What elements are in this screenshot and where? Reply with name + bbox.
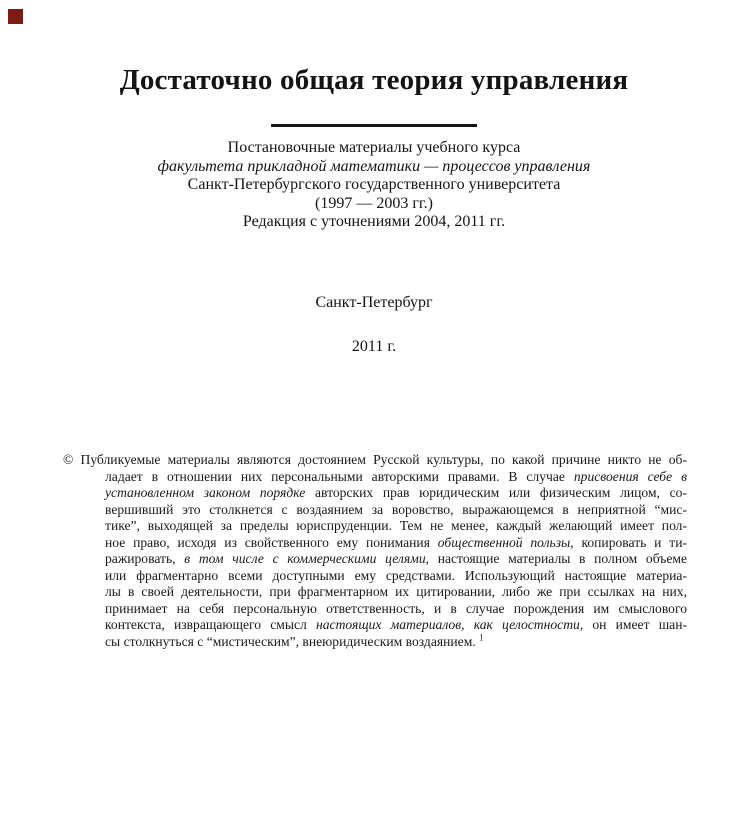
- subtitle-line: факультета прикладной математики — процессов управления: [157, 157, 591, 175]
- copyright-line: [105, 584, 687, 601]
- copyright-line: [105, 535, 687, 552]
- copyright-text-segment: ное право, исходя из свойственного ему понимания: [105, 534, 438, 550]
- copyright-text-segment: общественной пользы: [437, 534, 571, 550]
- copyright-text-segment: , копировать и ти-: [570, 534, 687, 550]
- subtitle: [0, 139, 748, 232]
- copyright-text-segment: лы в своей деятельности, при фрагментарном их цитировании, либо же при ссылках на них,: [105, 584, 687, 599]
- copyright-text-segment: , настоящие материалы в полном объеме: [425, 551, 688, 566]
- copyright-text-segment: ражировать,: [105, 551, 185, 566]
- subtitle-line: (1997 — 2003 гг.): [315, 194, 433, 212]
- copyright-line: [105, 551, 687, 568]
- title-divider-rule: [271, 124, 477, 127]
- footnote-reference: 1: [479, 631, 484, 642]
- copyright-line: [105, 617, 687, 634]
- document-title: Достаточно общая теория управления: [119, 64, 629, 96]
- copyright-line: [105, 631, 687, 651]
- subtitle-line: Постановочные материалы учебного курса: [227, 139, 521, 156]
- copyright-text-segment: или фрагментарно всеми доступными ему средствами. Использующий настоящие материа-: [105, 567, 687, 583]
- imprint-year: 2011 г.: [351, 338, 397, 355]
- copyright-line: [105, 601, 687, 618]
- copyright-text-segment: сы столкнуться с “мистическим”, внеюридическим воздаянием.: [105, 633, 480, 649]
- subtitle-line: Санкт-Петербургского государственного университета: [187, 176, 561, 194]
- imprint-city: Санкт-Петербург: [315, 294, 433, 311]
- copyright-line: [105, 568, 687, 585]
- copyright-text-segment: © Публикуемые материалы являются достоянием Русской культуры, по какой причине никто не об-: [63, 452, 687, 467]
- copyright-text-segment: принимает на себя персональную ответственность, и в случае порождения им смыслового: [105, 600, 687, 616]
- copyright-text-segment: тике”, выходящей за пределы юриспруденции. Тем не менее, каждый желающий имеет пол-: [105, 518, 687, 533]
- corner-marker: [8, 9, 23, 24]
- copyright-text-segment: в том числе с коммерческими целями: [184, 551, 426, 566]
- copyright-text-segment: настоящих материалов, как целостности: [316, 617, 580, 632]
- copyright-text-segment: , он имеет шан-: [579, 617, 688, 632]
- copyright-notice: [63, 452, 688, 650]
- copyright-text-segment: присвоения себе в: [573, 468, 687, 484]
- copyright-text-segment: ладает в отношении них персональными авторскими правами. В случае: [105, 468, 574, 484]
- copyright-text-segment: вершивший это столкнется с воздаянием за воровство, выражающемся в неприятной “мис-: [105, 501, 687, 517]
- copyright-line: [105, 485, 687, 502]
- copyright-line: [63, 452, 687, 469]
- copyright-line: [105, 518, 687, 535]
- subtitle-line: Редакция с уточнениями 2004, 2011 гг.: [242, 213, 506, 231]
- copyright-line: [105, 469, 687, 486]
- copyright-text-segment: установленном законом порядке: [105, 485, 306, 500]
- copyright-line: [105, 502, 687, 519]
- copyright-text-segment: авторских прав юридическим или физическим лицом, со-: [305, 485, 687, 500]
- copyright-text-segment: контекста, извращающего смысл: [105, 617, 317, 632]
